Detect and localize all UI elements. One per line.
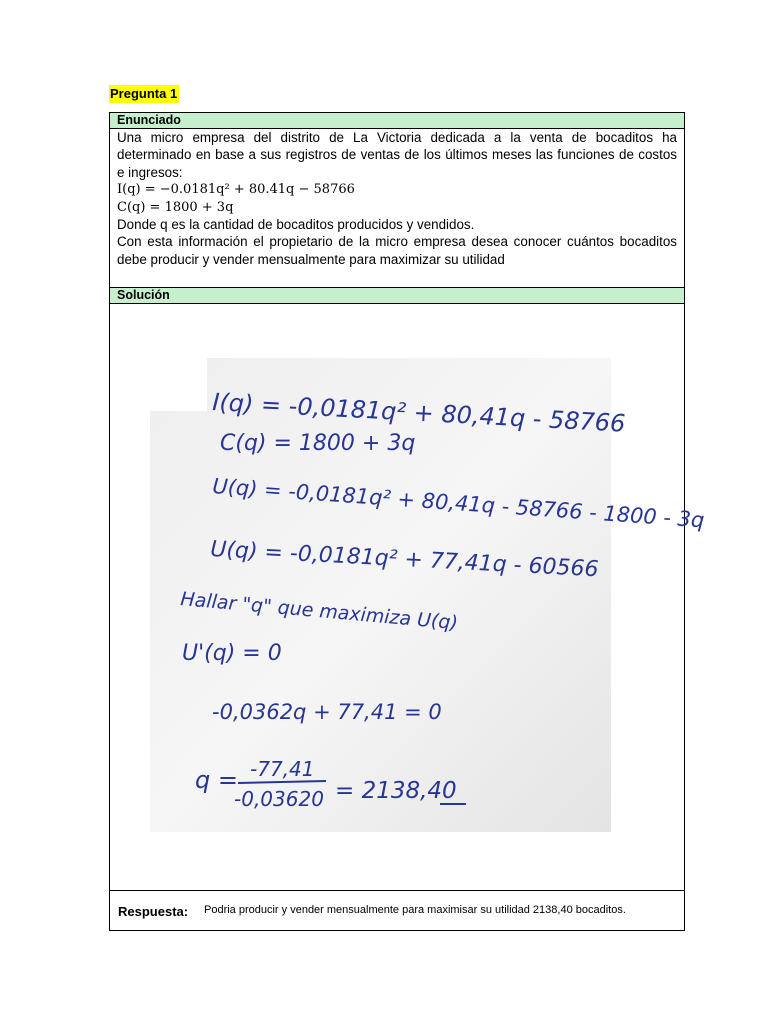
hw-line-cost: C(q) = 1800 + 3q [220, 431, 416, 456]
enunciado-line-1: Donde q es la cantidad de bocaditos producidos y vendidos. [117, 217, 475, 233]
hw-line-utility-1: U(q) = -0,0181q² + 80,41q - 58766 - 1800 - 3q [211, 474, 706, 533]
respuesta-text: Podria producir y vender mensualmente para maximisar su utilidad 2138,40 bocaditos. [204, 904, 626, 916]
enunciado-line-2: Con esta información el propietario de la micro empresa desea conocer cuántos bocaditos debe producir y vender mensualmente para maximizar su utilidad [117, 234, 677, 267]
handwritten-solution-svg [150, 358, 706, 832]
hw-line-utility-2: U(q) = -0,0181q² + 77,41q - 60566 [209, 537, 600, 583]
hw-denominator: -0,03620 [234, 787, 324, 811]
respuesta-label: Respuesta: [118, 904, 189, 919]
hw-line-derivative: U'(q) = 0 [182, 641, 282, 666]
enunciado-body [117, 129, 677, 268]
income-equation: I(q) = −0.0181q² + 80.41q − 58766 [117, 182, 355, 198]
hw-line-hallar: Hallar "q" que maximiza U(q) [179, 588, 459, 635]
handwritten-solution-photo [150, 358, 706, 832]
hw-line-equation: -0,0362q + 77,41 = 0 [212, 700, 442, 724]
hw-result: = 2138,40 [335, 778, 457, 804]
enunciado-paragraph: Una micro empresa del distrito de La Victoria dedicada a la venta de bocaditos ha determinado en base a sus registros de ventas de los últimos meses las funciones de costos e ingresos: [117, 130, 677, 180]
hw-numerator: -77,41 [250, 757, 315, 781]
solucion-header: Solución [110, 287, 684, 304]
hw-line-income: I(q) = -0,0181q² + 80,41q - 58766 [211, 388, 627, 438]
hw-q-equals: q = [195, 766, 238, 794]
enunciado-header: Enunciado [110, 113, 684, 129]
question-title: Pregunta 1 [110, 86, 178, 101]
respuesta-row [110, 890, 684, 932]
question-table [109, 112, 706, 931]
cost-equation: C(q) = 1800 + 3q [117, 199, 234, 215]
